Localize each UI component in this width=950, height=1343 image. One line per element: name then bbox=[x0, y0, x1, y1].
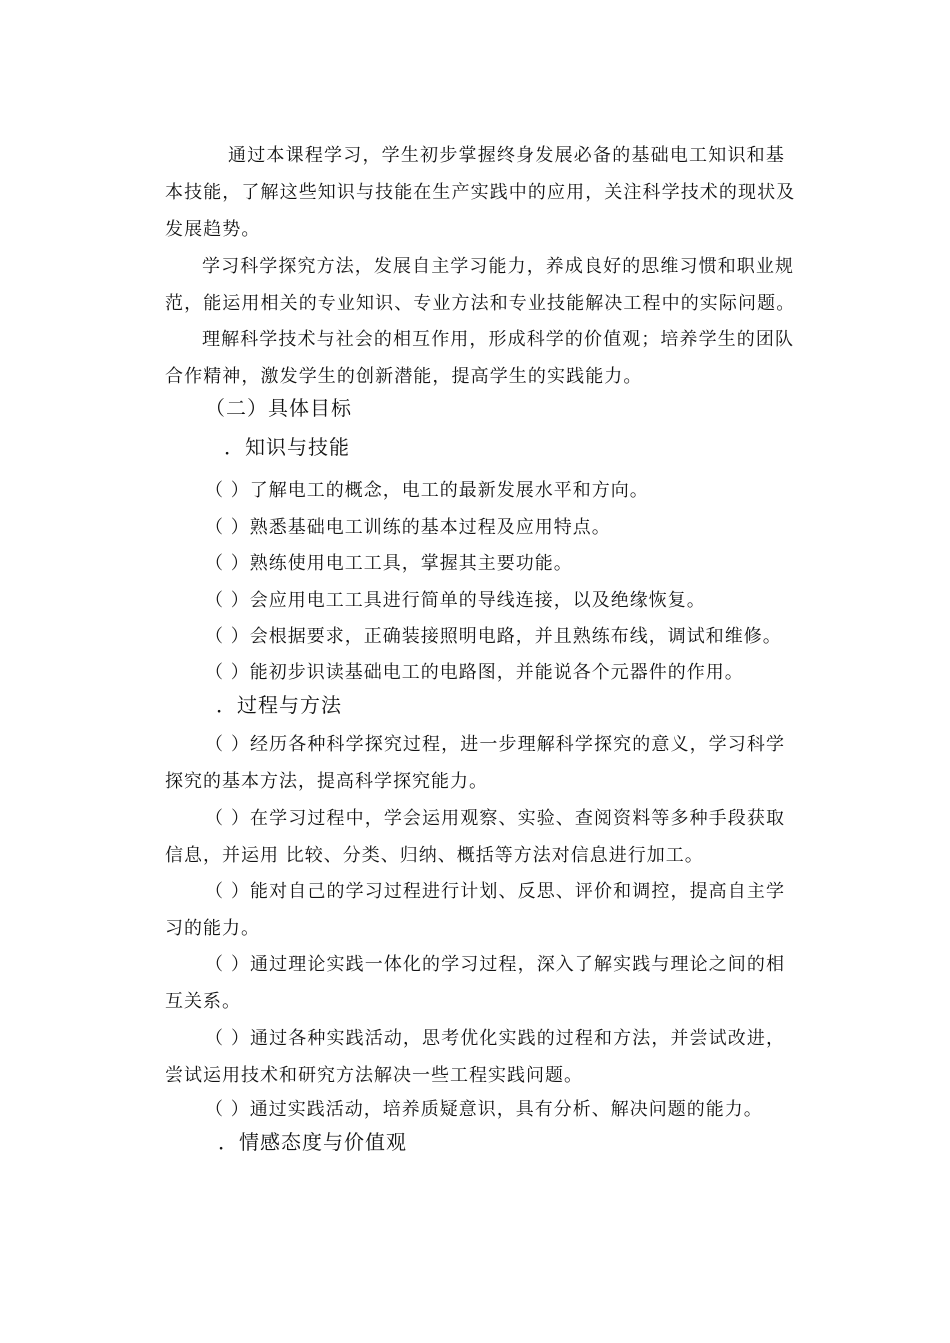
knowledge-item: （ ）熟练使用电工工具，掌握其主要功能。 bbox=[205, 553, 573, 574]
intro-p1-line2: 本技能，了解这些知识与技能在生产实践中的应用，关注科学技术的现状及 bbox=[165, 182, 796, 203]
process-heading: ．过程与方法 bbox=[216, 693, 342, 717]
process-item: （ ）通过理论实践一体化的学习过程，深入了解实践与理论之间的相互关系。 bbox=[165, 954, 785, 1012]
process-item: （ ）经历各种科学探究过程，进一步理解科学探究的意义，学习科学探究的基本方法，提高科学探究能力。 bbox=[165, 734, 785, 792]
process-item: （ ）能对自己的学习过程进行计划、反思、评价和调控，提高自主学习的能力。 bbox=[165, 881, 785, 939]
intro-p2-line1: 学习科学探究方法，发展自主学习能力，养成良好的思维习惯和职业规 bbox=[202, 256, 795, 277]
knowledge-item: （ ）会应用电工工具进行简单的导线连接，以及绝缘恢复。 bbox=[205, 590, 706, 611]
intro-p3-line2: 合作精神，激发学生的创新潜能，提高学生的实践能力。 bbox=[165, 366, 643, 387]
process-item: （ ）在学习过程中，学会运用观察、实验、查阅资料等多种手段获取信息，并运用 比较、分类、归纳、概括等方法对信息进行加工。 bbox=[165, 808, 785, 866]
intro-p1-line3: 发展趋势。 bbox=[165, 219, 261, 240]
knowledge-item: （ ）熟悉基础电工训练的基本过程及应用特点。 bbox=[205, 517, 611, 538]
attitude-heading: ．情感态度与价值观 bbox=[218, 1130, 407, 1154]
intro-p1-line1: 通过本课程学习，学生初步掌握终身发展必备的基础电工知识和基 bbox=[228, 145, 785, 166]
knowledge-heading: ．知识与技能 bbox=[224, 435, 350, 459]
knowledge-item: （ ）能初步识读基础电工的电路图，并能说各个元器件的作用。 bbox=[205, 662, 744, 683]
intro-p3-line1: 理解科学技术与社会的相互作用，形成科学的价值观；培养学生的团队 bbox=[202, 329, 795, 350]
process-item: （ ）通过各种实践活动，思考优化实践的过程和方法，并尝试改进，尝试运用技术和研究方法解决一些工程实践问题。 bbox=[165, 1028, 785, 1086]
section-title: （二）具体目标 bbox=[205, 396, 352, 420]
intro-p2-line2: 范，能运用相关的专业知识、专业方法和专业技能解决工程中的实际问题。 bbox=[165, 293, 796, 314]
process-item: （ ）通过实践活动，培养质疑意识，具有分析、解决问题的能力。 bbox=[205, 1099, 763, 1120]
knowledge-item: （ ）了解电工的概念，电工的最新发展水平和方向。 bbox=[205, 480, 649, 501]
knowledge-item: （ ）会根据要求，正确装接照明电路，并且熟练布线，调试和维修。 bbox=[205, 626, 782, 647]
